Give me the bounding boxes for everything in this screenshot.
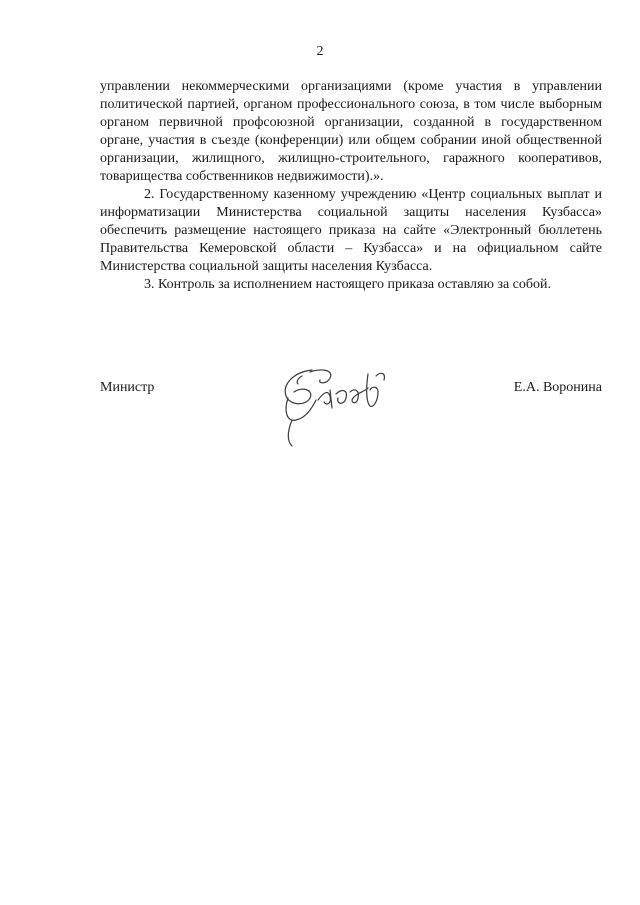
handwritten-signature (272, 360, 407, 455)
signatory-title: Министр (100, 380, 155, 395)
signature-block (100, 378, 602, 468)
paragraph-item-2: 2. Государственному казенному учреждению «Центр социальных выплат и информатизации Министерства социальной защиты населения Кузбасса» обеспечить размещение настоящего приказа на сайте «Электронный бюллетень Правительства Кемеровской области – Кузбасса» и на официальном сайте Министерства социальной защиты населения Кузбасса. (100, 187, 602, 274)
signatory-name: Е.А. Воронина (513, 380, 602, 395)
paragraph-continuation: управлении некоммерческими организациями (кроме участия в управлении политической партией, органом профессионального союза, в том числе выборным органом первичной профсоюзной организации, созданной в государственном органе, участия в съезде (конференции) или общем собрании иной общественной организации, жилищного, жилищно-строительного, гаражного кооперативов, товарищества собственников недвижимости).». (100, 79, 602, 184)
paragraph-item-3: 3. Контроль за исполнением настоящего приказа оставляю за собой. (144, 277, 552, 292)
document-body (100, 78, 602, 294)
page-number: 2 (316, 44, 324, 59)
